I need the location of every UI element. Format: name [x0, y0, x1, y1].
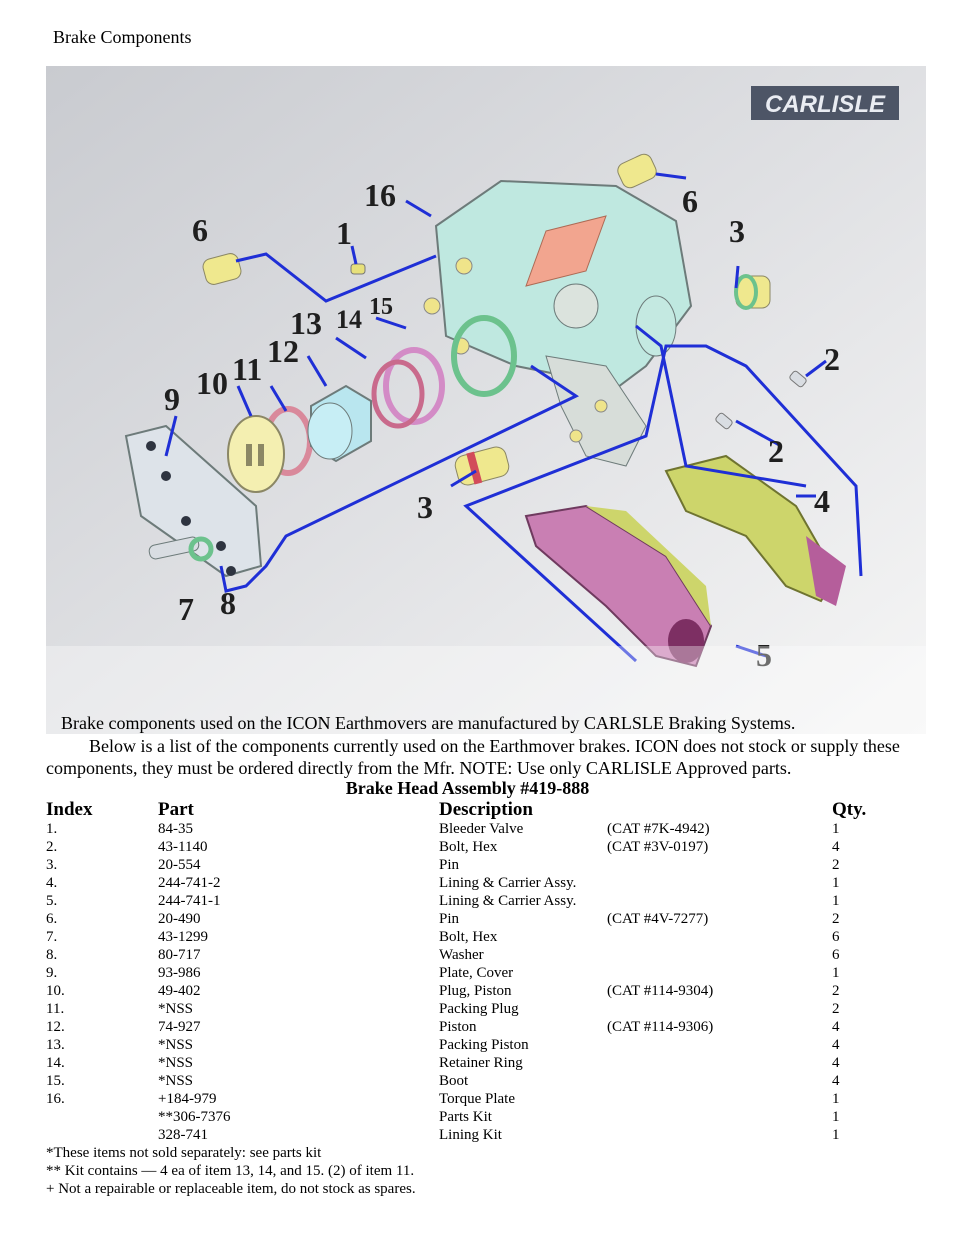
table-row: [46, 1036, 906, 1054]
row-description: Torque Plate: [439, 1091, 516, 1107]
table-row: [46, 1108, 906, 1126]
callout-2a: 2: [824, 341, 840, 377]
row-part: +184-979: [158, 1091, 217, 1107]
row-part: 244-741-2: [158, 875, 221, 891]
callout-6b: 6: [682, 183, 698, 219]
row-cat-number: (CAT #114-9306): [607, 1019, 714, 1035]
row-index: 15.: [46, 1073, 65, 1089]
row-part: *NSS: [158, 1055, 194, 1071]
row-description: Retainer Ring: [439, 1055, 523, 1071]
row-part: 80-717: [158, 947, 201, 963]
footnote-nss: *These items not sold separately: see parts kit: [46, 1145, 322, 1161]
row-cat-number: (CAT #4V-7277): [607, 911, 709, 927]
row-part: *NSS: [158, 1037, 194, 1053]
row-cat-number: (CAT #7K-4942): [607, 821, 710, 837]
row-description: Packing Plug: [439, 1001, 519, 1017]
callout-2b: 2: [768, 433, 784, 469]
row-description: Plate, Cover: [439, 965, 514, 981]
table-row: [46, 964, 906, 982]
table-row: [46, 1054, 906, 1072]
table-row: [46, 1000, 906, 1018]
row-qty: 1: [832, 821, 840, 837]
row-qty: 2: [832, 911, 840, 927]
row-qty: 6: [832, 947, 840, 963]
row-description: Packing Piston: [439, 1037, 529, 1053]
row-index: 2.: [46, 839, 58, 855]
table-row: [46, 910, 906, 928]
row-qty: 4: [832, 839, 840, 855]
carlisle-logo: [751, 86, 899, 120]
callout-4: 4: [814, 483, 830, 519]
callout-13: 13: [290, 305, 322, 341]
table-row: [46, 838, 906, 856]
row-description: Parts Kit: [439, 1109, 492, 1125]
row-index: 3.: [46, 857, 58, 873]
header-qty: Qty.: [832, 799, 867, 820]
callout-14: 14: [336, 305, 362, 334]
row-qty: 2: [832, 983, 840, 999]
row-description: Plug, Piston: [439, 983, 512, 999]
row-cat-number: (CAT #114-9304): [607, 983, 714, 999]
row-description: Washer: [439, 947, 484, 963]
footnotes: [46, 1144, 416, 1198]
row-description: Bolt, Hex: [439, 839, 498, 855]
row-qty: 1: [832, 1091, 840, 1107]
row-index: 6.: [46, 911, 58, 927]
row-description: Pin: [439, 857, 460, 873]
row-index: 9.: [46, 965, 58, 981]
diagram-svg: [46, 66, 926, 734]
row-part: **306-7376: [158, 1109, 231, 1125]
row-description: Lining & Carrier Assy.: [439, 893, 577, 909]
row-qty: 4: [832, 1037, 840, 1053]
row-description: Lining & Carrier Assy.: [439, 875, 577, 891]
row-part: 20-554: [158, 857, 201, 873]
row-qty: 2: [832, 1001, 840, 1017]
row-part: *NSS: [158, 1073, 194, 1089]
row-qty: 1: [832, 1127, 840, 1143]
footnote-not-repairable: + Not a repairable or replaceable item, do not stock as spares.: [46, 1181, 416, 1197]
callout-3a: 3: [729, 213, 745, 249]
row-qty: 4: [832, 1055, 840, 1071]
logo-text: CARLISLE: [765, 91, 885, 118]
row-index: 16.: [46, 1091, 65, 1107]
row-part: 328-741: [158, 1127, 208, 1143]
callout-1: 1: [336, 215, 352, 251]
row-qty: 6: [832, 929, 840, 945]
intro-paragraph: Below is a list of the components currently used on the Earthmover brakes. ICON does not stock or supply these components, they must be ordered directly from the Mfr. NOTE: Use only CARLISLE Approved parts.: [46, 736, 900, 778]
callout-9: 9: [164, 381, 180, 417]
row-description: Lining Kit: [439, 1127, 502, 1143]
row-index: 1.: [46, 821, 58, 837]
table-row: [46, 1072, 906, 1090]
row-index: 12.: [46, 1019, 65, 1035]
row-description: Boot: [439, 1073, 469, 1089]
parts-table: [46, 820, 906, 1144]
row-qty: 1: [832, 875, 840, 891]
row-index: 10.: [46, 983, 65, 999]
row-part: 74-927: [158, 1019, 201, 1035]
row-cat-number: (CAT #3V-0197): [607, 839, 709, 855]
intro-line-1: Brake components used on the ICON Earthmovers are manufactured by CARLSLE Braking Systems.: [61, 713, 796, 733]
footnote-kit: ** Kit contains — 4 ea of item 13, 14, and 15. (2) of item 11.: [46, 1163, 415, 1179]
row-description: Pin: [439, 911, 460, 927]
brake-exploded-diagram: [46, 66, 926, 734]
row-qty: 1: [832, 965, 840, 981]
table-row: [46, 928, 906, 946]
table-row: [46, 892, 906, 910]
row-part: 49-402: [158, 983, 201, 999]
table-row: [46, 1090, 906, 1108]
header-index: Index: [46, 799, 93, 820]
row-qty: 2: [832, 857, 840, 873]
header-description: Description: [439, 799, 533, 820]
callout-12: 12: [267, 333, 299, 369]
row-part: 43-1299: [158, 929, 208, 945]
row-part: 93-986: [158, 965, 201, 981]
row-qty: 4: [832, 1019, 840, 1035]
table-row: [46, 946, 906, 964]
page-title: Brake Components: [53, 27, 192, 47]
row-index: 14.: [46, 1055, 65, 1071]
callout-11: 11: [232, 351, 263, 387]
row-part: 43-1140: [158, 839, 208, 855]
callout-7: 7: [178, 591, 194, 627]
table-row: [46, 856, 906, 874]
row-description: Bleeder Valve: [439, 821, 524, 837]
table-row: [46, 874, 906, 892]
callout-3b: 3: [417, 489, 433, 525]
row-description: Bolt, Hex: [439, 929, 498, 945]
row-index: 13.: [46, 1037, 65, 1053]
row-index: 4.: [46, 875, 58, 891]
piston-plug: [228, 416, 284, 492]
callout-15: 15: [369, 294, 393, 320]
row-index: 11.: [46, 1001, 65, 1017]
row-index: 5.: [46, 893, 58, 909]
callout-5: 5: [756, 637, 772, 673]
table-row: [46, 820, 906, 838]
callout-6a: 6: [192, 212, 208, 248]
row-part: 84-35: [158, 821, 193, 837]
row-part: 244-741-1: [158, 893, 221, 909]
table-row: [46, 1126, 906, 1144]
row-qty: 1: [832, 893, 840, 909]
row-qty: 1: [832, 1109, 840, 1125]
row-part: *NSS: [158, 1001, 194, 1017]
table-row: [46, 1018, 906, 1036]
callout-16: 16: [364, 177, 396, 213]
row-description: Piston: [439, 1019, 477, 1035]
row-part: 20-490: [158, 911, 201, 927]
header-part: Part: [158, 799, 194, 820]
row-index: 7.: [46, 929, 58, 945]
assembly-title: Brake Head Assembly #419-888: [345, 778, 590, 798]
table-row: [46, 982, 906, 1000]
callout-8: 8: [220, 585, 236, 621]
row-index: 8.: [46, 947, 58, 963]
callout-10: 10: [196, 365, 228, 401]
row-qty: 4: [832, 1073, 840, 1089]
